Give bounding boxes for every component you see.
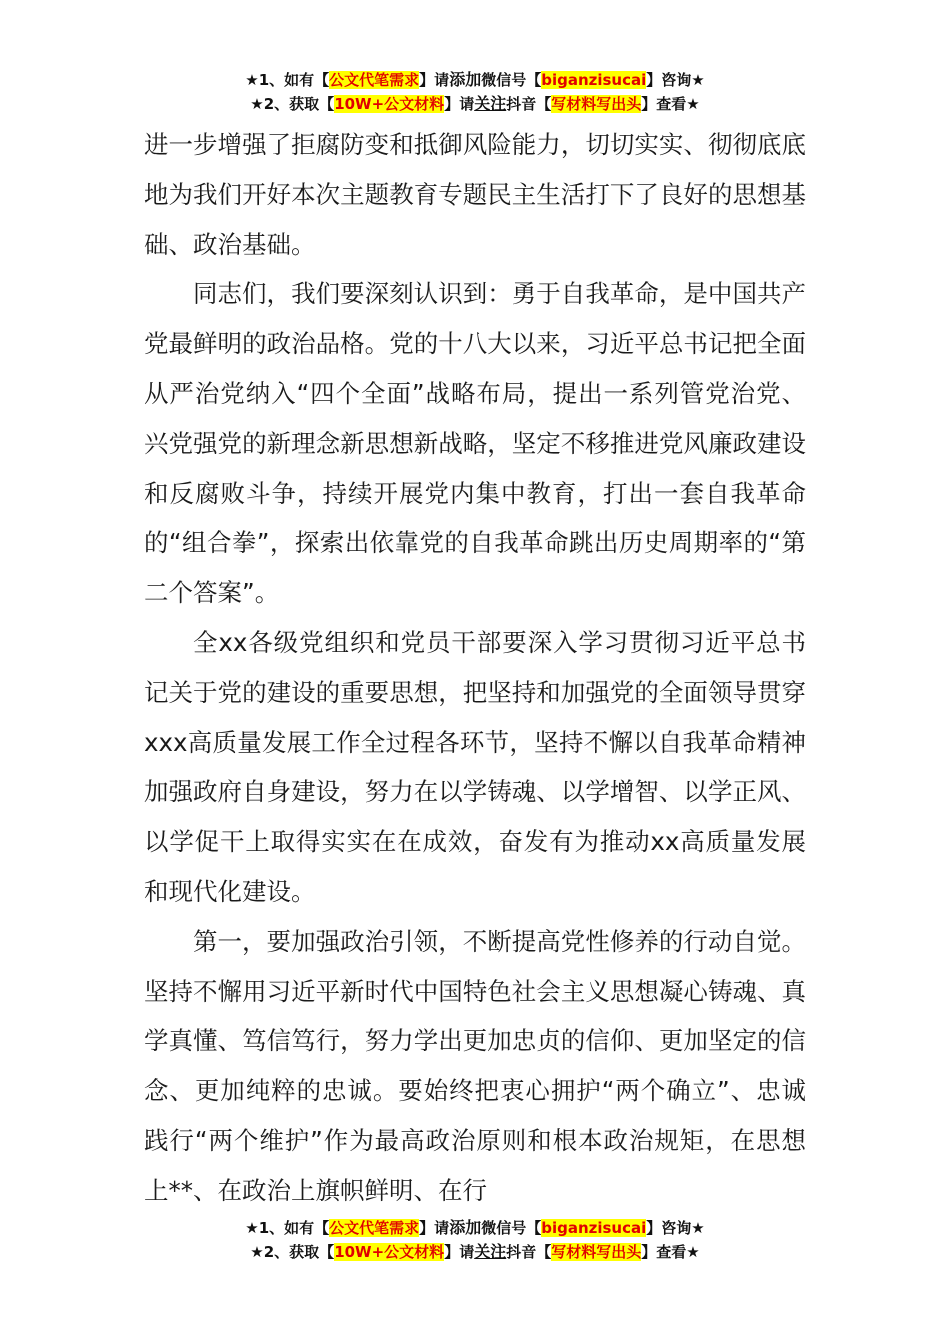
banner-text: ★1、如有【	[245, 1219, 330, 1237]
banner-text: 抖音【	[506, 95, 552, 113]
banner-line-1	[0, 68, 950, 92]
header-banner	[0, 68, 950, 116]
banner-text: 微信号【	[481, 1219, 542, 1237]
banner-text: 】查看★	[641, 1243, 700, 1261]
banner-text: 抖音【	[506, 1243, 552, 1261]
banner-text: 】请	[419, 71, 450, 89]
banner-highlight: biganzisucai	[541, 1219, 647, 1237]
banner-line-2	[0, 92, 950, 116]
banner-text: 】请	[444, 95, 475, 113]
document-body	[144, 120, 806, 1216]
banner-text: 】咨询★	[646, 1219, 705, 1237]
banner-emphasis: 关注	[474, 1242, 507, 1261]
banner-text: 】查看★	[641, 95, 700, 113]
banner-line-2	[0, 1240, 950, 1264]
paragraph: 第一，要加强政治引领，不断提高党性修养的行动自觉。坚持不懈用习近平新时代中国特色社会主义思想凝心铸魂、真学真懂、笃信笃行，努力学出更加忠贞的信仰、更加坚定的信念、更加纯粹的忠诚。要始终把衷心拥护“两个确立”、忠诚践行“两个维护”作为最高政治原则和根本政治规矩，在思想上**、在政治上旗帜鲜明、在行	[144, 926, 806, 1205]
banner-highlight: 写材料写出头	[551, 95, 642, 113]
banner-highlight: 10W+公文材料	[334, 1243, 445, 1261]
paragraph: 全xx各级党组织和党员干部要深入学习贯彻习近平总书记关于党的建设的重要思想，把坚持和加强党的全面领导贯穿xxx高质量发展工作全过程各环节，坚持不懈以自我革命精神加强政府自身建设，努力在以学铸魂、以学增智、以学正风、以学促干上取得实实在在成效，奋发有为推动xx高质量发展和现代化建设。	[144, 627, 806, 906]
banner-text: 】咨询★	[646, 71, 705, 89]
banner-emphasis: 添加	[449, 70, 482, 89]
banner-text: ★2、获取【	[250, 1243, 335, 1261]
paragraph: 进一步增强了拒腐防变和抵御风险能力，切切实实、彻彻底底地为我们开好本次主题教育专题民主生活打下了良好的思想基础、政治基础。	[144, 130, 806, 259]
banner-line-1	[0, 1216, 950, 1240]
banner-highlight: biganzisucai	[541, 71, 647, 89]
banner-highlight: 10W+公文材料	[334, 95, 445, 113]
banner-text: 】请	[444, 1243, 475, 1261]
footer-banner	[0, 1216, 950, 1264]
banner-text: ★1、如有【	[245, 71, 330, 89]
banner-highlight: 写材料写出头	[551, 1243, 642, 1261]
paragraph: 同志们，我们要深刻认识到：勇于自我革命，是中国共产党最鲜明的政治品格。党的十八大以来，习近平总书记把全面从严治党纳入“四个全面”战略布局，提出一系列管党治党、兴党强党的新理念新思想新战略，坚定不移推进党风廉政建设和反腐败斗争，持续开展党内集中教育，打出一套自我革命的“组合拳”，探索出依靠党的自我革命跳出历史周期率的“第二个答案”。	[144, 279, 806, 608]
banner-highlight: 公文代笔需求	[329, 71, 420, 89]
banner-emphasis: 添加	[449, 1218, 482, 1237]
banner-text: 微信号【	[481, 71, 542, 89]
banner-text: ★2、获取【	[250, 95, 335, 113]
banner-emphasis: 关注	[474, 94, 507, 113]
banner-highlight: 公文代笔需求	[329, 1219, 420, 1237]
banner-text: 】请	[419, 1219, 450, 1237]
